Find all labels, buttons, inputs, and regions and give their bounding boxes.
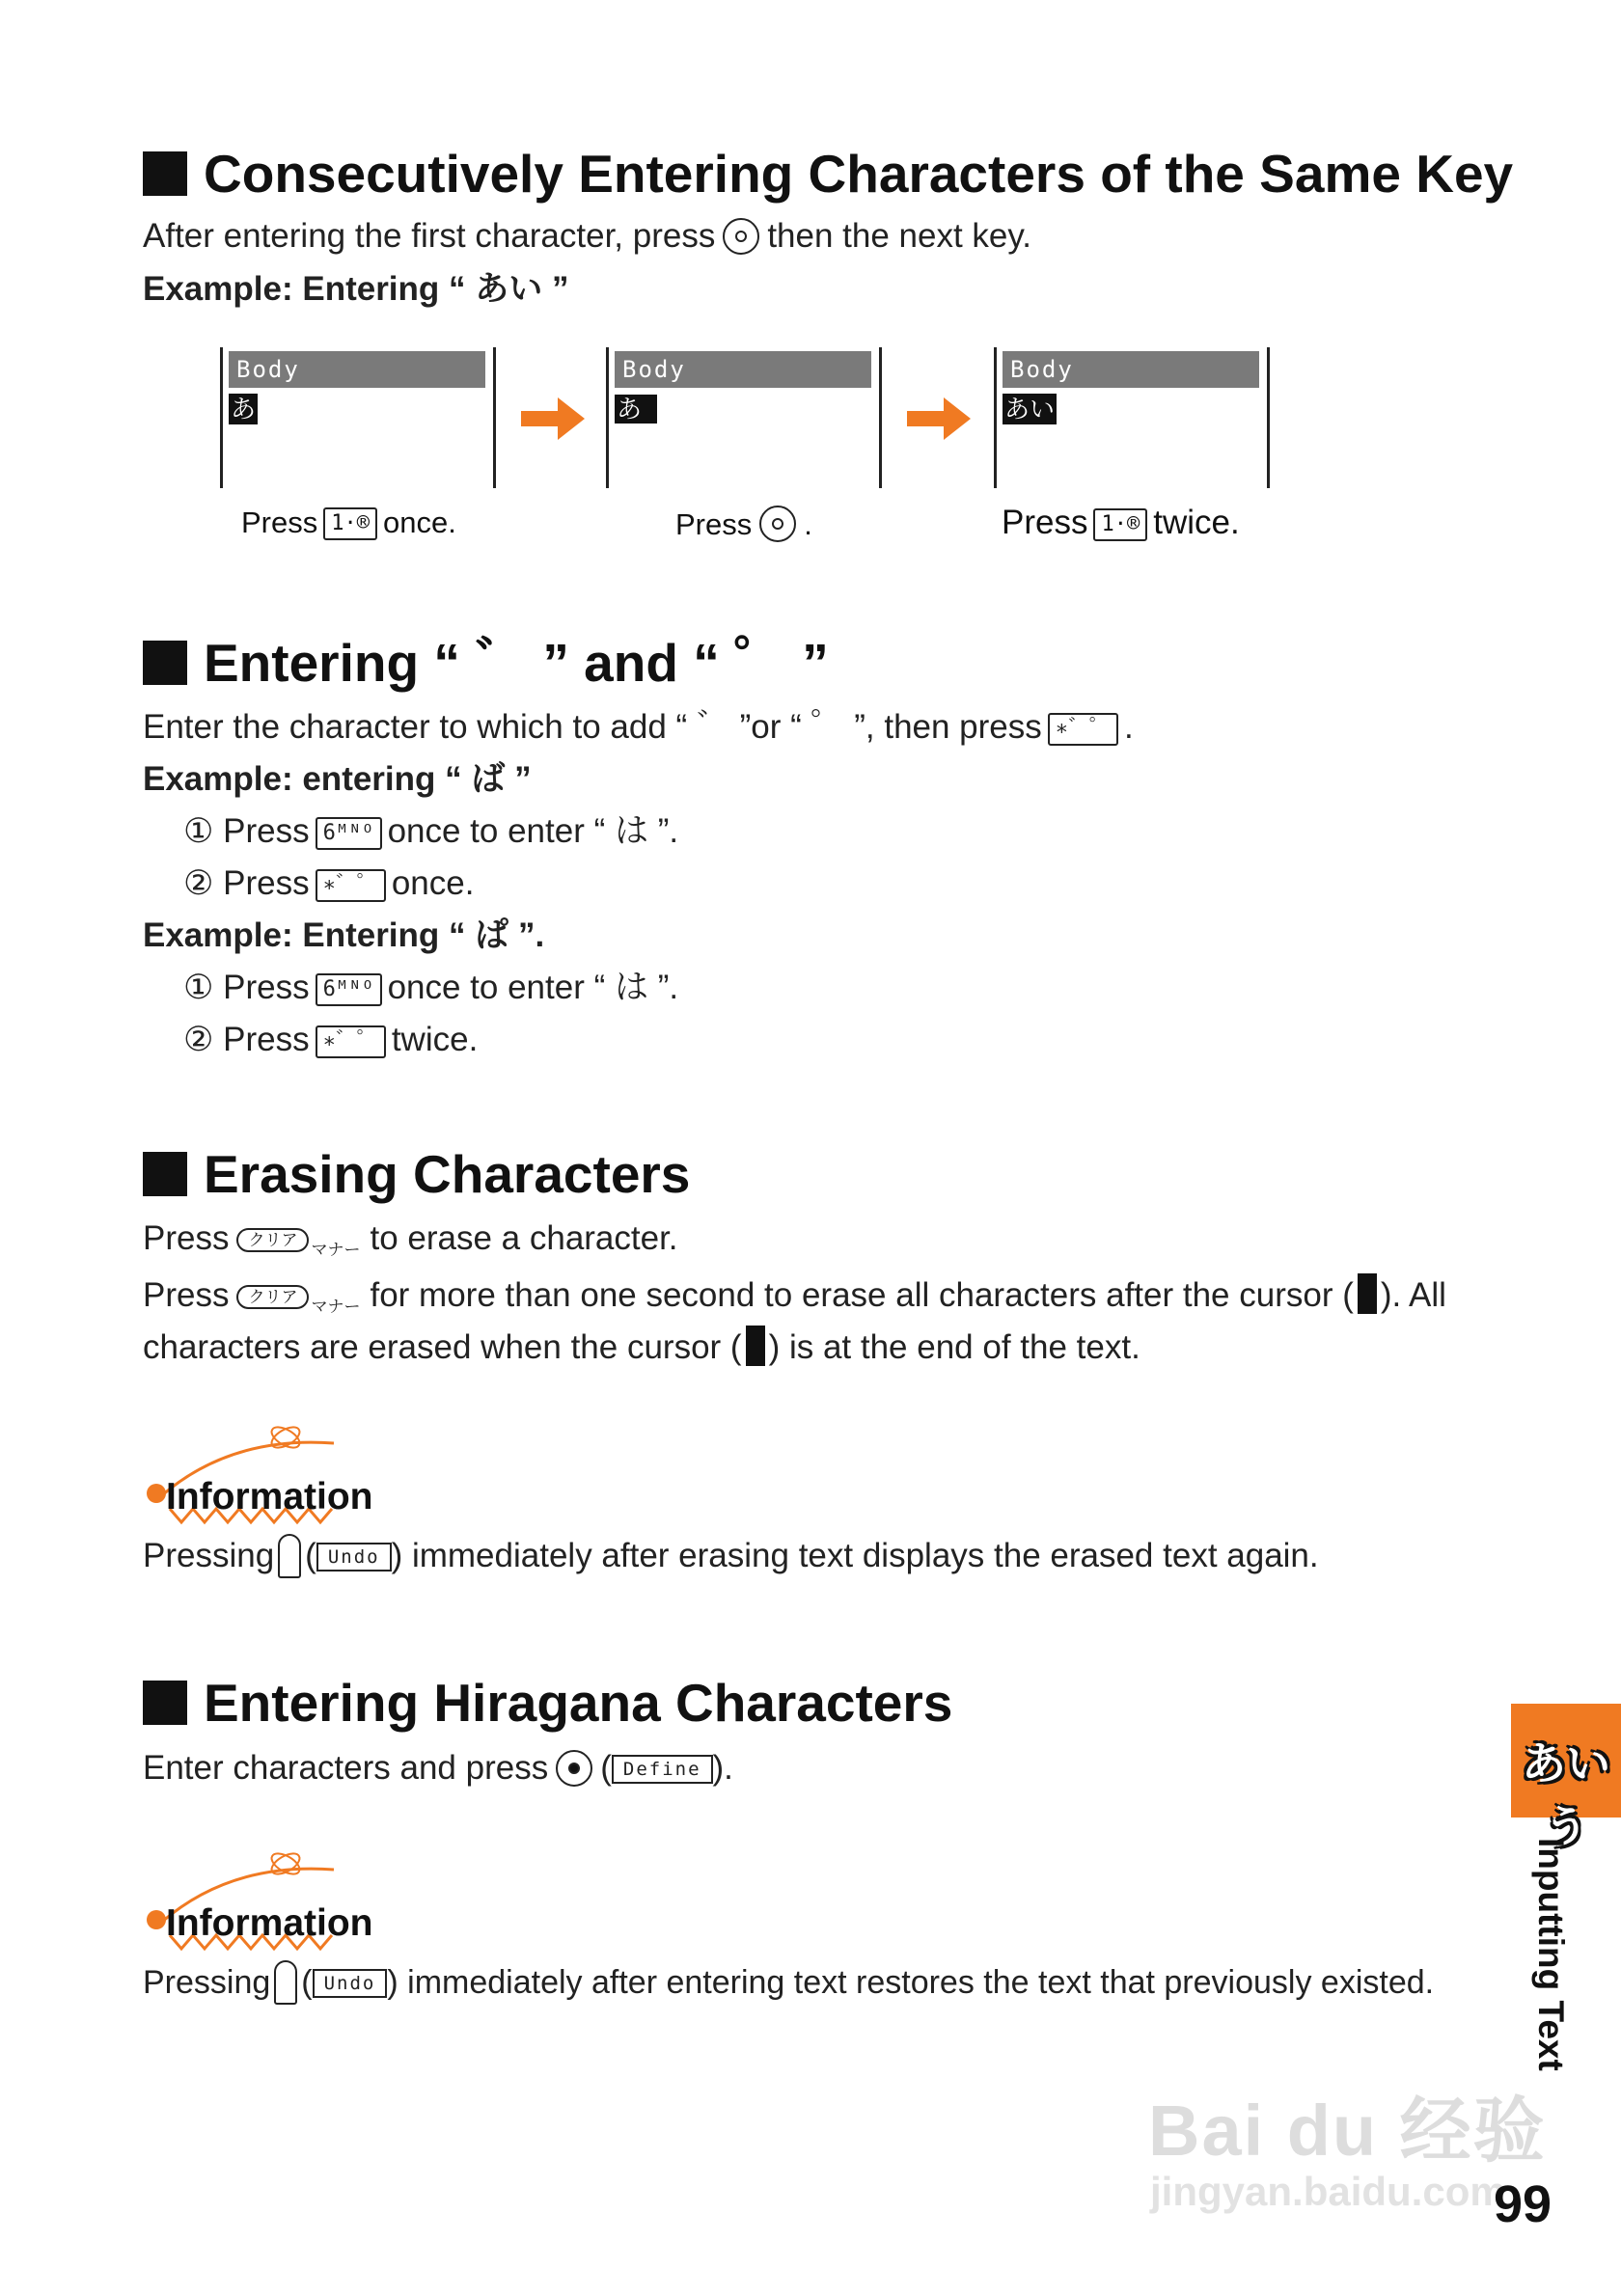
erasing-line-1: Press クリアマナー to erase a character. bbox=[143, 1219, 678, 1259]
undo-label: Undo bbox=[316, 1543, 392, 1572]
ex1-step-2: ② Press ∗゛゜ once. bbox=[183, 864, 475, 902]
center-key-icon bbox=[556, 1750, 592, 1787]
phone-screen-2 bbox=[606, 347, 882, 488]
nav-key-icon bbox=[723, 218, 759, 255]
key-6-icon: 6ᴹᴺᴼ bbox=[316, 973, 382, 1006]
screen-text: あ bbox=[617, 395, 643, 424]
information-label: Information bbox=[166, 1902, 373, 1944]
heading-square-icon bbox=[143, 1681, 187, 1725]
undo-label: Undo bbox=[313, 1969, 388, 1998]
define-label: Define bbox=[612, 1755, 713, 1784]
soft-key-icon bbox=[278, 1534, 301, 1578]
star-key-icon: ∗゛゜ bbox=[1048, 713, 1118, 746]
screen-text: あい bbox=[1004, 395, 1056, 424]
key-1-icon: 1·® bbox=[323, 507, 377, 540]
ex1-step-1: ① Press 6ᴹᴺᴼ once to enter “ は ”. bbox=[183, 812, 679, 850]
cursor-icon bbox=[746, 1326, 765, 1366]
nav-key-icon bbox=[759, 506, 796, 542]
information-text-1: Pressing ( Undo ) immediately after erasing text displays the erased text again. bbox=[143, 1534, 1319, 1578]
cursor-icon bbox=[1358, 1273, 1377, 1314]
screen-title: Body bbox=[229, 351, 485, 388]
section-heading-hiragana: Entering Hiragana Characters bbox=[143, 1677, 952, 1730]
chapter-label: Inputting Text bbox=[1531, 1838, 1571, 2071]
erasing-line-2: Press クリアマナー for more than one second to erase all characters after the cursor ( ). All bbox=[143, 1273, 1446, 1315]
information-block-2 bbox=[145, 1843, 492, 1958]
heading-square-icon bbox=[143, 641, 187, 685]
cursor-icon bbox=[644, 395, 657, 424]
right-arrow-icon bbox=[907, 397, 971, 440]
watermark-url: jingyan.baidu.com bbox=[1150, 2169, 1506, 2214]
dakuten-example-2: Example: Entering “ ぱ ”. bbox=[143, 916, 545, 954]
chapter-tab-kana: あいう bbox=[1522, 1738, 1610, 1852]
clear-key-icon: クリア bbox=[236, 1285, 309, 1309]
section-heading-dakuten: Entering “ ゛ ” and “ ゜ ” bbox=[143, 637, 829, 690]
dakuten-example-1: Example: entering “ ば ” bbox=[143, 760, 532, 798]
screen-title: Body bbox=[1003, 351, 1259, 388]
ex2-step-1: ① Press 6ᴹᴺᴼ once to enter “ は ”. bbox=[183, 969, 679, 1006]
watermark: Bai du 经验 bbox=[1148, 2091, 1547, 2171]
screen-title: Body bbox=[615, 351, 871, 388]
ex2-step-2: ② Press ∗゛゜ twice. bbox=[183, 1021, 479, 1058]
phone-screen-3 bbox=[994, 347, 1270, 488]
consecutive-intro: After entering the first character, press then the next key. bbox=[143, 217, 1032, 255]
key-6-icon: 6ᴹᴺᴼ bbox=[316, 817, 382, 850]
heading-square-icon bbox=[143, 151, 187, 196]
screen-text: あ bbox=[231, 395, 257, 424]
heading-square-icon bbox=[143, 1152, 187, 1196]
dakuten-intro: Enter the character to which to add “ ゛ ”or “ ゜ ”, then press ∗゛゜ . bbox=[143, 708, 1134, 746]
right-arrow-icon bbox=[521, 397, 585, 440]
section-heading-consecutive: Consecutively Entering Characters of the Same Key bbox=[143, 148, 1513, 201]
section-heading-erasing: Erasing Characters bbox=[143, 1148, 690, 1201]
phone-screen-1 bbox=[220, 347, 496, 488]
key-1-icon: 1·® bbox=[1093, 508, 1147, 541]
star-key-icon: ∗゛゜ bbox=[316, 869, 386, 902]
caption-step-3: Press 1·® twice. bbox=[1002, 504, 1240, 541]
information-label: Information bbox=[166, 1476, 373, 1517]
page-number: 99 bbox=[1494, 2175, 1552, 2233]
erasing-line-3: characters are erased when the cursor ( ) is at the end of the text. bbox=[143, 1326, 1140, 1366]
caption-step-1: Press 1·® once. bbox=[241, 506, 456, 539]
chapter-tab bbox=[1511, 1704, 1621, 1852]
consecutive-example: Example: Entering “ あい ” bbox=[143, 270, 569, 308]
caption-step-2: Press . bbox=[675, 507, 812, 541]
information-text-2: Pressing ( Undo ) immediately after entering text restores the text that previously existed. bbox=[143, 1960, 1434, 2005]
information-block-1 bbox=[145, 1416, 492, 1532]
star-key-icon: ∗゛゜ bbox=[316, 1025, 386, 1058]
soft-key-icon bbox=[274, 1960, 297, 2005]
hiragana-text: Enter characters and press ( Define ). bbox=[143, 1749, 733, 1787]
clear-key-icon: クリア bbox=[236, 1228, 309, 1252]
